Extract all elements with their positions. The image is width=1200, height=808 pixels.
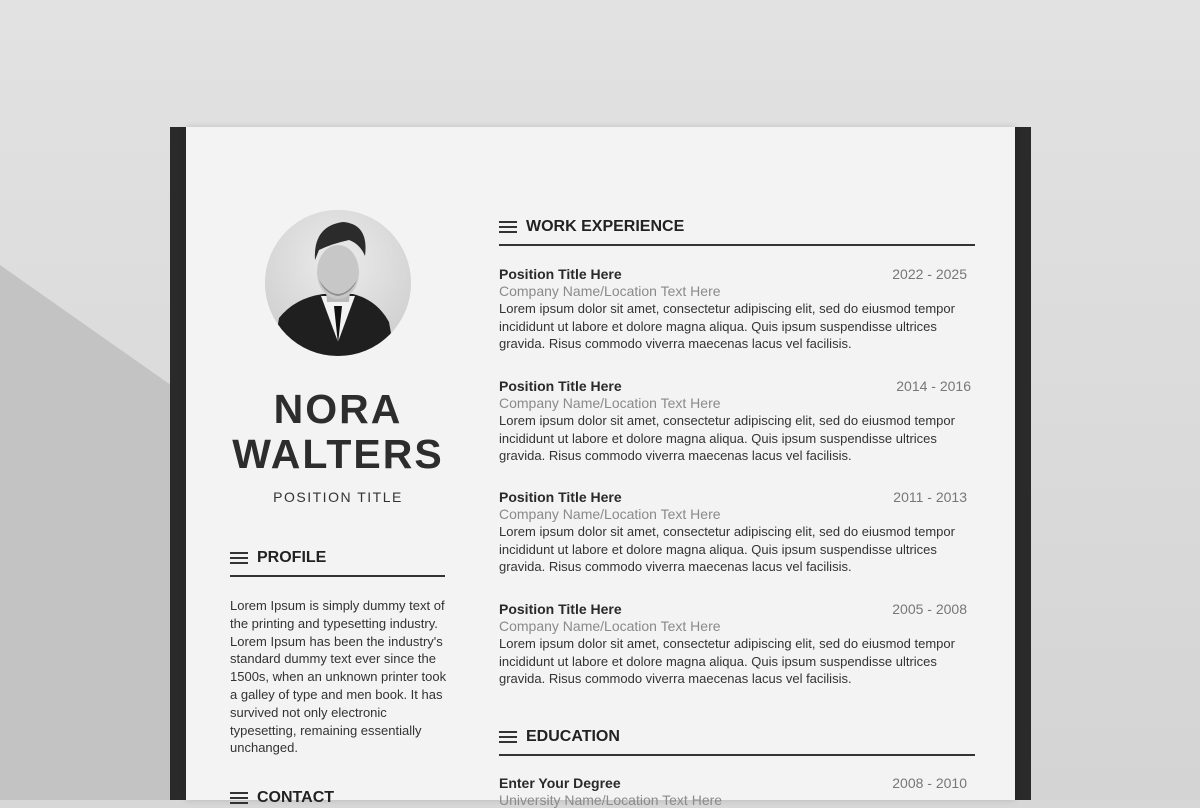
contact-heading bbox=[230, 789, 334, 807]
job-title: Position Title Here bbox=[499, 266, 622, 282]
contact-heading-label: CONTACT bbox=[257, 789, 335, 806]
candidate-first-name: NORA bbox=[273, 386, 403, 432]
education-heading bbox=[499, 728, 620, 746]
candidate-position-title: POSITION TITLE bbox=[273, 489, 403, 505]
menu-lines-icon bbox=[230, 552, 248, 564]
profile-divider bbox=[230, 575, 445, 577]
job-company: Company Name/Location Text Here bbox=[499, 618, 721, 634]
work-experience-divider bbox=[499, 244, 975, 246]
education-degree: Enter Your Degree bbox=[499, 775, 621, 791]
menu-lines-icon bbox=[230, 792, 248, 804]
resume-frame-right bbox=[1015, 127, 1031, 800]
job-dates: 2005 - 2008 bbox=[892, 601, 967, 617]
job-title: Position Title Here bbox=[499, 601, 622, 617]
menu-lines-icon bbox=[499, 731, 517, 743]
job-description: Lorem ipsum dolor sit amet, consectetur adipiscing elit, sed do eiusmod tempor incididunt ut labore et dolore magna aliqua. Quis ipsum suspendisse ultrices gravida. Risus commodo viverra maecenas lacus vel facilisis. bbox=[499, 636, 955, 687]
job-description: Lorem ipsum dolor sit amet, consectetur adipiscing elit, sed do eiusmod tempor incididunt ut labore et dolore magna aliqua. Quis ipsum suspendisse ultrices gravida. Risus commodo viverra maecenas lacus vel facilisis. bbox=[499, 413, 955, 464]
menu-lines-icon bbox=[499, 221, 517, 233]
work-experience-heading bbox=[499, 218, 684, 236]
education-heading-label: EDUCATION bbox=[526, 728, 620, 745]
work-experience-heading-label: WORK EXPERIENCE bbox=[526, 218, 685, 235]
job-title: Position Title Here bbox=[499, 489, 622, 505]
education-school: University Name/Location Text Here bbox=[499, 792, 723, 808]
job-title: Position Title Here bbox=[499, 378, 622, 394]
education-dates: 2008 - 2010 bbox=[892, 775, 967, 791]
job-company: Company Name/Location Text Here bbox=[499, 506, 721, 522]
profile-heading bbox=[230, 549, 326, 567]
education-divider bbox=[499, 754, 975, 756]
job-dates: 2022 - 2025 bbox=[892, 266, 967, 282]
job-company: Company Name/Location Text Here bbox=[499, 395, 721, 411]
job-company: Company Name/Location Text Here bbox=[499, 283, 721, 299]
candidate-last-name: WALTERS bbox=[232, 431, 444, 477]
profile-photo bbox=[265, 210, 411, 356]
resume-frame-left bbox=[170, 127, 186, 800]
job-description: Lorem ipsum dolor sit amet, consectetur adipiscing elit, sed do eiusmod tempor incididunt ut labore et dolore magna aliqua. Quis ipsum suspendisse ultrices gravida. Risus commodo viverra maecenas lacus vel facilisis. bbox=[499, 524, 955, 575]
profile-heading-label: PROFILE bbox=[257, 549, 327, 566]
job-dates: 2011 - 2013 bbox=[893, 489, 967, 505]
profile-photo-illustration bbox=[265, 210, 411, 356]
job-description: Lorem ipsum dolor sit amet, consectetur adipiscing elit, sed do eiusmod tempor incididunt ut labore et dolore magna aliqua. Quis ipsum suspendisse ultrices gravida. Risus commodo viverra maecenas lacus vel facilisis. bbox=[499, 301, 955, 352]
job-dates: 2014 - 2016 bbox=[896, 378, 971, 394]
profile-text: Lorem Ipsum is simply dummy text of the printing and typesetting industry. Lorem Ipsum has been the industry's standard dummy text ever since the 1500s, when an unknown printer took a galley of type and men book. It has survived not only electronic typesetting, remaining essentially unchanged. bbox=[230, 598, 447, 756]
